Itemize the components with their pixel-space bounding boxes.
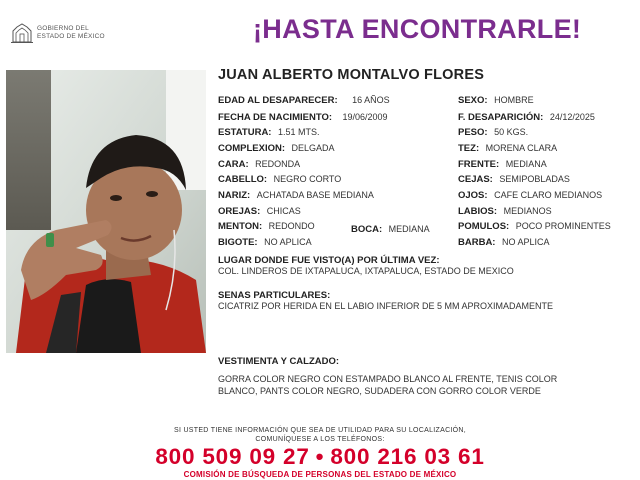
field-pomulos-value: POCO PROMINENTES <box>515 221 611 231</box>
commission-name: COMISIÓN DE BÚSQUEDA DE PERSONAS DEL ESTADO DE MÉXICO <box>183 470 457 479</box>
field-orejas <box>218 206 301 217</box>
field-edad-label: EDAD AL DESAPARECER: <box>218 95 338 106</box>
field-estatura <box>218 127 320 138</box>
field-frente <box>458 159 547 170</box>
field-barba-value: NO APLICA <box>501 237 550 247</box>
field-labios-label: LABIOS: <box>458 206 498 217</box>
field-edad-value: 16 AÑOS <box>352 95 390 105</box>
clothing-section <box>218 356 590 397</box>
distinguishing-marks-section <box>218 290 618 312</box>
person-full-name: JUAN ALBERTO MONTALVO FLORES <box>218 67 485 83</box>
field-sexo <box>458 95 534 106</box>
field-boca <box>351 224 430 235</box>
field-labios-value: MEDIANOS <box>503 206 552 216</box>
field-nariz <box>218 190 374 201</box>
field-menton-value: REDONDO <box>268 221 315 231</box>
field-bigote <box>218 237 312 248</box>
field-frente-label: FRENTE: <box>458 159 500 170</box>
last-seen-value: COL. LINDEROS DE IXTAPALUCA, IXTAPALUCA, ESTADO DE MEXICO <box>218 266 514 276</box>
field-menton-label: MENTON: <box>218 221 263 232</box>
field-cabello <box>218 174 341 185</box>
field-barba-label: BARBA: <box>458 237 496 248</box>
distinguishing-marks-value: CICATRIZ POR HERIDA EN EL LABIO INFERIOR DE 5 MM APROXIMADAMENTE <box>218 301 554 311</box>
field-complexion <box>218 143 335 154</box>
field-fecha-nacimiento-label: FECHA DE NACIMIENTO: <box>218 112 332 123</box>
distinguishing-marks-label: SENAS PARTICULARES: <box>218 290 331 301</box>
field-estatura-value: 1.51 MTS. <box>278 127 320 137</box>
field-peso-label: PESO: <box>458 127 488 138</box>
contact-info-text: SI USTED TIENE INFORMACIÓN QUE SEA DE UTILIDAD PARA SU LOCALIZACIÓN, COMUNÍQUESE A LOS TELÉFONOS: <box>173 427 467 443</box>
field-orejas-label: OREJAS: <box>218 206 261 217</box>
field-cara-label: CARA: <box>218 159 249 170</box>
missing-person-photo <box>6 70 206 353</box>
field-orejas-value: CHICAS <box>266 206 301 216</box>
government-logo <box>10 22 120 44</box>
field-tez-label: TEZ: <box>458 143 480 154</box>
field-cejas <box>458 174 570 185</box>
field-sexo-label: SEXO: <box>458 95 488 106</box>
field-fecha-desaparicion-value: 24/12/2025 <box>549 112 595 122</box>
person-photo-image <box>6 70 206 353</box>
phone-number-1[interactable]: 800 509 09 27 <box>155 444 310 469</box>
field-peso-value: 50 KGS. <box>494 127 529 137</box>
phone-separator: • <box>315 444 325 469</box>
field-bigote-value: NO APLICA <box>264 237 312 247</box>
field-estatura-label: ESTATURA: <box>218 127 272 138</box>
field-bigote-label: BIGOTE: <box>218 237 258 248</box>
state-seal-icon <box>10 22 34 44</box>
phone-numbers <box>0 444 640 470</box>
field-frente-value: MEDIANA <box>505 159 547 169</box>
field-cara-value: REDONDA <box>255 159 301 169</box>
field-pomulos <box>458 221 611 232</box>
clothing-value: GORRA COLOR NEGRO CON ESTAMPADO BLANCO AL FRENTE, TENIS COLOR BLANCO, PANTS COLOR NEGRO, SUDADERA CON GORRO COLOR VERDE <box>218 374 558 396</box>
field-fecha-nacimiento <box>218 112 388 123</box>
field-complexion-label: COMPLEXION: <box>218 143 286 154</box>
field-nariz-value: ACHATADA BASE MEDIANA <box>256 190 374 200</box>
clothing-label: VESTIMENTA Y CALZADO: <box>218 356 340 367</box>
field-cara <box>218 159 300 170</box>
field-boca-label: BOCA: <box>351 224 383 235</box>
field-ojos-label: OJOS: <box>458 190 488 201</box>
field-fecha-nacimiento-value: 19/06/2009 <box>342 112 388 122</box>
field-tez <box>458 143 557 154</box>
field-menton <box>218 221 315 232</box>
field-cabello-value: NEGRO CORTO <box>273 174 342 184</box>
field-edad <box>218 95 390 106</box>
field-boca-value: MEDIANA <box>388 224 430 234</box>
field-barba <box>458 237 550 248</box>
field-sexo-value: HOMBRE <box>494 95 534 105</box>
field-nariz-label: NARIZ: <box>218 190 251 201</box>
field-complexion-value: DELGADA <box>291 143 335 153</box>
field-ojos <box>458 190 602 201</box>
field-pomulos-label: POMULOS: <box>458 221 510 232</box>
field-cabello-label: CABELLO: <box>218 174 268 185</box>
field-fecha-desaparicion-label: F. DESAPARICIÓN: <box>458 112 544 123</box>
field-cejas-label: CEJAS: <box>458 174 493 185</box>
last-seen-label: LUGAR DONDE FUE VISTO(A) POR ÚLTIMA VEZ: <box>218 255 440 266</box>
phone-number-2[interactable]: 800 216 03 61 <box>330 444 485 469</box>
field-labios <box>458 206 552 217</box>
last-seen-section <box>218 255 618 277</box>
field-cejas-value: SEMIPOBLADAS <box>499 174 570 184</box>
field-tez-value: MORENA CLARA <box>485 143 558 153</box>
field-ojos-value: CAFE CLARO MEDIANOS <box>494 190 603 200</box>
field-fecha-desaparicion <box>458 112 595 123</box>
government-logo-text: GOBIERNO DEL ESTADO DE MÉXICO <box>37 25 105 40</box>
headline: ¡HASTA ENCONTRARLE! <box>253 14 582 44</box>
field-peso <box>458 127 528 138</box>
